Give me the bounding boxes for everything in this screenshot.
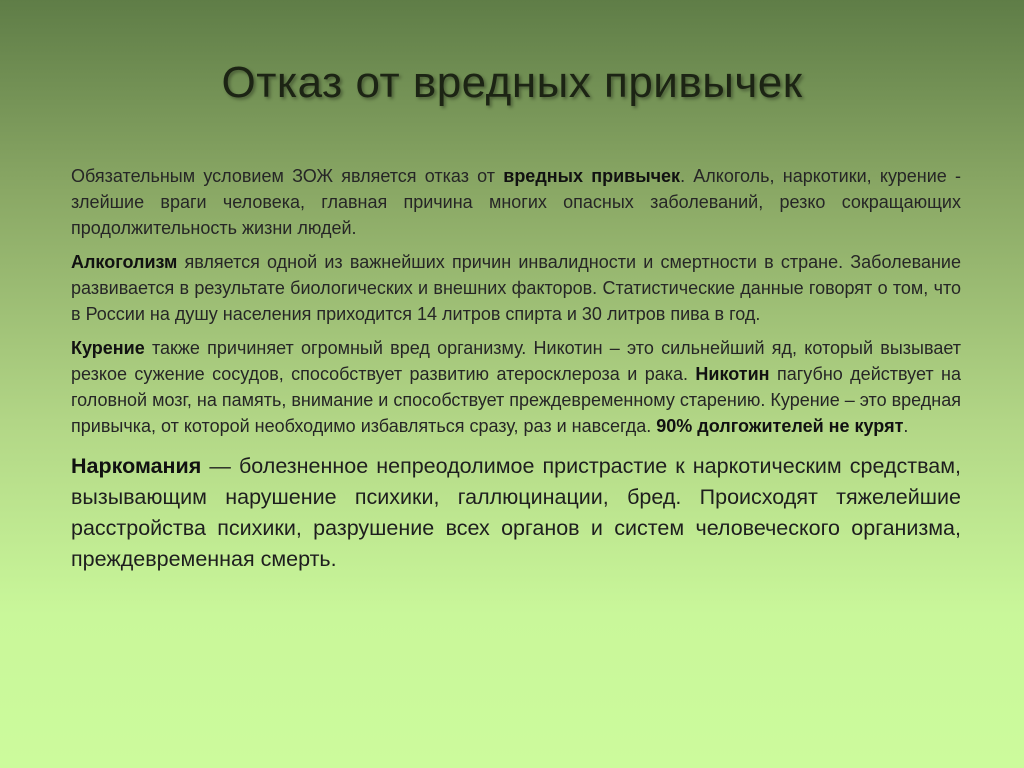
- paragraph-text: — болезненное непреодолимое пристрастие к наркотическим средствам, вызывающим нарушение психики, галлюцинации, бред. Происходят тяжелейшие расстройства психики, разрушение всех органов и систем человеческого организма, преждевременная смерть.: [71, 454, 961, 571]
- bold-term-alcoholism: Алкоголизм: [71, 252, 178, 272]
- paragraph-text: .: [903, 416, 909, 436]
- bold-phrase-long-livers: 90% долгожителей не курят: [656, 416, 904, 436]
- paragraph-text: Обязательным условием ЗОЖ является отказ от: [71, 166, 504, 186]
- bold-term-smoking: Курение: [71, 338, 145, 358]
- bold-phrase-bad-habits: вредных привычек: [503, 166, 681, 186]
- paragraph-drug-addiction: [71, 451, 961, 575]
- paragraph-text: также причиняет огромный вред организму. Никотин – это сильнейший яд, который вызывает резкое сужение сосудов, способствует развитию атеросклероза и рака.: [71, 338, 961, 384]
- slide-content: [71, 163, 961, 583]
- paragraph-text: . Алкоголь, наркотики, курение - злейшие враги человека, главная причина многих опасных заболеваний, резко сокращающих продолжительность жизни людей.: [71, 166, 961, 238]
- paragraph-alcoholism: [71, 249, 961, 327]
- paragraph-healthy-lifestyle: [71, 163, 961, 241]
- bold-term-drug-addiction: Наркомания: [71, 454, 202, 478]
- paragraph-smoking: [71, 335, 961, 439]
- bold-term-nicotine: Никотин: [695, 364, 770, 384]
- slide-title: Отказ от вредных привычек: [221, 58, 803, 107]
- paragraph-text: пагубно действует на головной мозг, на память, внимание и способствует преждевременному старению. Курение – это вредная привычка, от которой необходимо избавляться сразу, раз и навсегда.: [71, 364, 961, 436]
- paragraph-text: является одной из важнейших причин инвалидности и смертности в стране. Заболевание развивается в результате биологических и внешних факторов. Статистические данные говорят о том, что в России на душу населения приходится 14 литров спирта и 30 литров пива в год.: [71, 252, 961, 324]
